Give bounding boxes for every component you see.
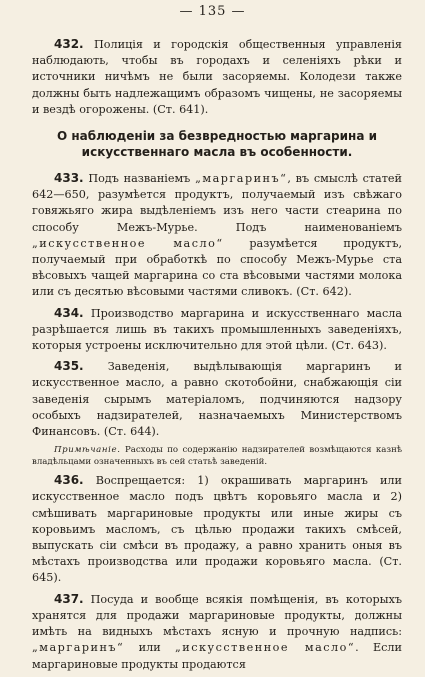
paragraph-text: Производство маргарина и искусственнаго масла разрѣшается лишь въ такихъ промышленныхъ заведеніяхъ, которыя устроены исключительно для этой цѣли. (Ст. 643). <box>32 306 402 353</box>
term-margarine: „маргаринъ“ <box>195 172 288 186</box>
term-margarine: „маргаринъ“ <box>32 641 125 655</box>
article-number: 437. <box>54 591 84 606</box>
section-heading: О наблюденіи за безвредностью маргарина и искусственнаго масла въ особенности. <box>56 129 378 160</box>
page-body <box>32 36 402 677</box>
article-number: 436. <box>54 473 84 488</box>
paragraph-text: Заведенія, выдѣлывающія маргаринъ и искусственное масло, а равно скотобойни, снабжающія сіи заведенія сырымъ матеріаломъ, подчиняются надзору особыхъ надзирателей, назначаемыхъ Министерствомъ Финансовъ. (Ст. 644). <box>32 360 402 439</box>
page-number: — 135 — <box>179 4 246 19</box>
paragraph-437 <box>32 591 402 673</box>
paragraph-text: Подъ названіемъ <box>88 172 196 186</box>
article-number: 432. <box>54 37 84 51</box>
paragraph-433 <box>32 170 402 301</box>
note-text: Расходы по содержанію надзирателей возмѣщаются казнѣ владѣльцами означенныхъ въ сей статьѣ заведеній. <box>32 445 402 468</box>
paragraph-436 <box>32 472 402 586</box>
paragraph-text: . Если маргариновые продукты продаются <box>32 641 402 671</box>
paragraph-text: Посуда и вообще всякія помѣщенія, въ которыхъ хранятся для продажи маргариновые продукты, должны имѣть на видныхъ мѣстахъ ясную и прочную надпись: <box>32 592 402 639</box>
paragraph-text: или <box>124 641 176 655</box>
term-artificial-butter: „искусственное масло“ <box>32 236 224 250</box>
paragraph-434 <box>32 305 402 355</box>
paragraph-text: Воспрещается: 1) окрашивать маргаринъ или искусственное масло подъ цвѣтъ коровьяго масла и 2) смѣшивать маргариновые продукты или иные жиры съ коровьимъ масломъ, съ цѣлью продажи такихъ смѣсей, выпускать сіи смѣси въ продажу, а равно хранить оныя въ мѣстахъ производства или продажи коровьяго масла. (Ст. 645). <box>32 474 402 585</box>
note-label: Примѣчаніе. <box>54 445 121 456</box>
term-artificial-butter: „искусственное масло“ <box>175 641 356 655</box>
article-number: 434. <box>54 305 84 320</box>
footnote <box>32 444 402 468</box>
article-number: 433. <box>54 171 84 186</box>
article-number: 435. <box>54 359 84 374</box>
paragraph-432 <box>32 36 402 118</box>
paragraph-435 <box>32 358 402 440</box>
paragraph-text: разумѣется продуктъ, получаемый при обработкѣ по способу Межъ-Мурье ста вѣсовыхъ чащей маргарина со ста вѣсовыми частями молока или съ десятью вѣсовыми частями сливокъ. (Ст. 642). <box>32 236 402 299</box>
paragraph-text: Полиція и городскія общественныя управленія наблюдають, чтобы въ городахъ и селеніяхъ рѣки и источники ничѣмъ не были засоряемы. Колодези также должны быть надлежащимъ образомъ чищены, не засоряемы и вездѣ огорожены. (Ст. 641). <box>32 38 402 116</box>
paragraph-text: , въ смыслѣ статей 642—650, разумѣется продуктъ, получаемый изъ свѣжаго говяжьяго жира выдѣленіемъ изъ него части стеарина по способу Межъ-Мурье. Подъ наименованіемъ <box>32 172 402 234</box>
